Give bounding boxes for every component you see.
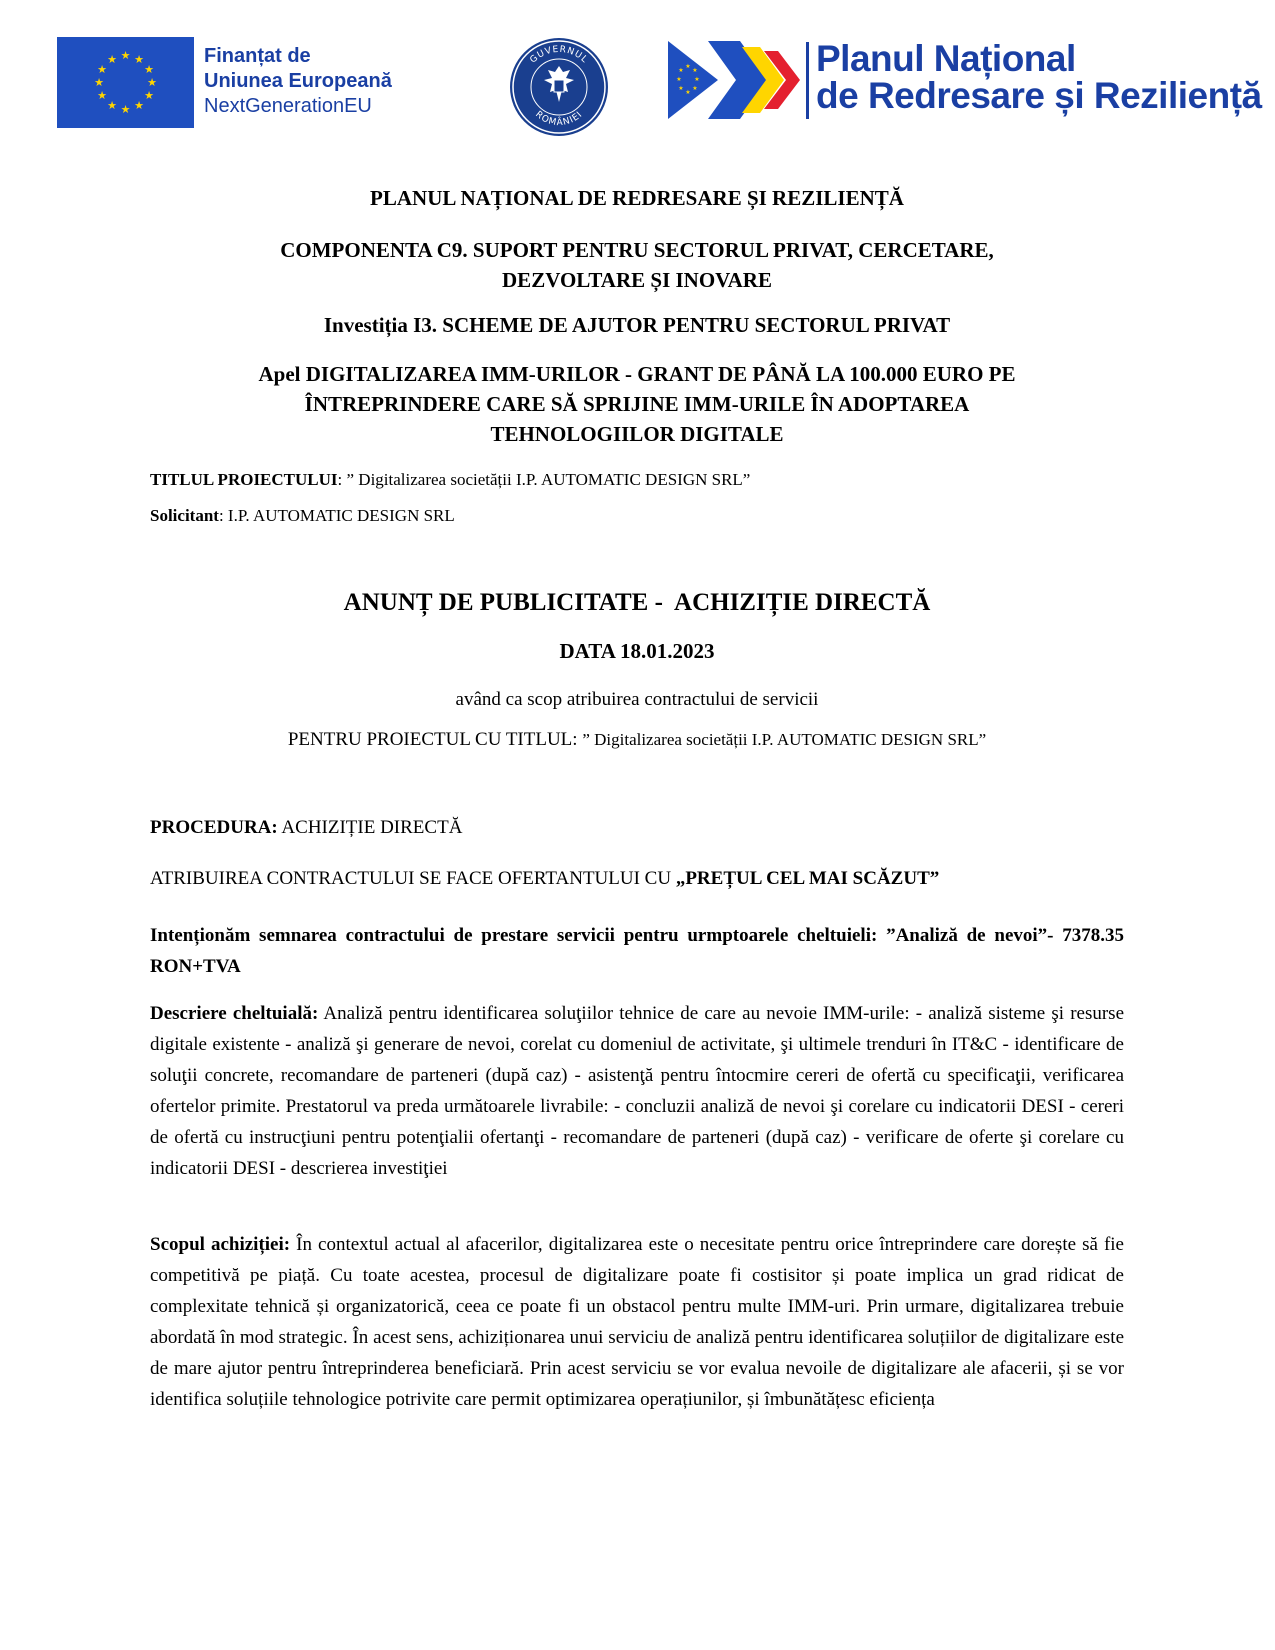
scope-paragraph <box>150 1229 1124 1415</box>
eu-funding-text <box>204 44 392 119</box>
svg-text:★: ★ <box>107 99 117 112</box>
announcement-purpose: având ca scop atribuirea contractului de servicii <box>455 689 819 710</box>
procedure-value: ACHIZIȚIE DIRECTĂ <box>277 817 463 838</box>
svg-text:★: ★ <box>144 63 154 76</box>
svg-text:★: ★ <box>134 99 144 112</box>
svg-text:★: ★ <box>678 67 684 74</box>
svg-text:★: ★ <box>97 89 107 102</box>
call-title <box>150 359 1124 449</box>
svg-text:ROMÂNIEI: ROMÂNIEI <box>533 109 585 129</box>
project-title-value: : ” Digitalizarea societății I.P. AUTOMATIC DESIGN SRL” <box>337 470 751 489</box>
scope-label: Scopul achiziției: <box>150 1234 291 1255</box>
svg-text:★: ★ <box>107 53 117 66</box>
svg-text:★: ★ <box>120 103 131 116</box>
description-text: Analiză pentru identificarea soluţiilor tehnice de care au nevoie IMM-urile: - analiză sisteme şi resurse digitale existente - analiză şi generare de nevoi, corelat cu domeniul de activitate, şi ultimele trenduri în IT&C - identificare de soluţii concrete, recomandare de parteneri (după caz) - asistenţă pentru întocmire cereri de ofertă cu specificaţii, verificarea ofertelor primite. Prestatorul va preda următoarele livrabile: - concluzii analiză de nevoi şi corelare cu indicatorii DESI - cereri de ofertă cu instrucţiuni pentru potenţialii ofertanţi - recomandare de parteneri (după caz) - verificare de oferte şi corelare cu indicatorii DESI - descrierea investiţiei <box>150 1003 1125 1179</box>
header-logos <box>0 0 1275 140</box>
component-title-line1: COMPONENTA C9. SUPORT PENTRU SECTORUL PRIVAT, CERCETARE, <box>280 238 994 262</box>
eu-text-line1: Finanțat de <box>204 45 311 67</box>
announcement-project-title: ” Digitalizarea societății I.P. AUTOMATIC DESIGN SRL” <box>582 730 987 749</box>
eu-text-line3: NextGenerationEU <box>204 95 372 117</box>
svg-text:★: ★ <box>685 63 691 70</box>
pnrr-arrows-icon <box>668 41 804 119</box>
svg-text:★: ★ <box>692 85 698 92</box>
pnrr-text-line2: de Redresare și Reziliență <box>816 75 1262 116</box>
pnrr-text-line1: Planul Național <box>816 38 1076 79</box>
call-title-line1: Apel DIGITALIZAREA IMM-URILOR - GRANT DE PÂNĂ LA 100.000 EURO PE <box>258 362 1016 386</box>
svg-text:★: ★ <box>120 49 131 62</box>
romanian-government-seal-icon <box>508 36 610 138</box>
scope-text: În contextul actual al afacerilor, digitalizarea este o necesitate pentru orice întreprindere care dorește să fie competitivă pe piață. Cu toate acestea, procesul de digitalizare poate fi costisitor și poate implica un grad ridicat de complexitate tehnică și organizatorică, ceea ce poate fi un obstacol pentru multe IMM-uri. Prin urmare, digitalizarea trebuie abordată în mod strategic. În acest sens, achiziționarea unui serviciu de analiză pentru identificarea soluțiilor de digitalizare este de mare ajutor pentru întreprinderea beneficiară. Prin acest serviciu se vor evalua nevoile de digitalizare ale afacerii, și se vor identifica soluțiile tehnologice potrivite care permit optimizarea operațiunilor, și îmbunătățesc eficiența <box>150 1234 1124 1410</box>
announcement-project-prefix: PENTRU PROIECTUL CU TITLUL: <box>287 729 583 750</box>
component-title-line2: DEZVOLTARE ȘI INOVARE <box>502 268 772 292</box>
award-criterion-row <box>150 867 1124 891</box>
svg-text:★: ★ <box>94 76 104 89</box>
eu-flag-icon <box>57 37 194 128</box>
component-title <box>150 235 1124 295</box>
svg-text:★: ★ <box>144 89 154 102</box>
svg-text:★: ★ <box>678 85 684 92</box>
svg-text:★: ★ <box>694 76 700 83</box>
plan-title: PLANUL NAȚIONAL DE REDRESARE ȘI REZILIENȚĂ <box>370 186 904 210</box>
svg-text:★: ★ <box>685 89 691 96</box>
project-title-row <box>150 469 1124 491</box>
procedure-row <box>150 816 1124 840</box>
call-title-line3: TEHNOLOGIILOR DIGITALE <box>490 422 784 446</box>
svg-text:★: ★ <box>147 76 157 89</box>
investment-title: Investiția I3. SCHEME DE AJUTOR PENTRU SECTORUL PRIVAT <box>323 313 951 337</box>
award-prefix: ATRIBUIREA CONTRACTULUI SE FACE OFERTANTULUI CU <box>150 868 676 889</box>
award-criterion: „PREȚUL CEL MAI SCĂZUT” <box>675 868 940 889</box>
announcement-date: DATA 18.01.2023 <box>559 639 715 663</box>
applicant-value: : I.P. AUTOMATIC DESIGN SRL <box>218 506 455 525</box>
svg-text:GUVERNUL: GUVERNUL <box>528 44 590 66</box>
applicant-row <box>150 505 1124 527</box>
description-label: Descriere cheltuială: <box>150 1003 319 1024</box>
svg-text:★: ★ <box>692 67 698 74</box>
announcement-heading: ANUNȚ DE PUBLICITATE - ACHIZIȚIE DIRECTĂ <box>343 589 931 616</box>
intent-paragraph: Intenționăm semnarea contractului de prestare servicii pentru urmptoarele cheltuieli: ”Analiză de nevoi”- 7378.35 RON+TVA <box>150 925 1124 977</box>
eu-text-line2: Uniunea Europeană <box>204 70 392 92</box>
pnrr-logo-text <box>816 40 1262 114</box>
applicant-label: Solicitant <box>150 506 219 525</box>
svg-text:★: ★ <box>134 53 144 66</box>
pnrr-divider <box>806 42 809 119</box>
svg-text:★: ★ <box>97 63 107 76</box>
call-title-line2: ÎNTREPRINDERE CARE SĂ SPRIJINE IMM-URILE ÎN ADOPTAREA <box>304 392 970 416</box>
announcement-project <box>150 728 1124 752</box>
description-paragraph <box>150 998 1124 1184</box>
procedure-label: PROCEDURA: <box>150 817 278 838</box>
svg-text:★: ★ <box>676 76 682 83</box>
project-title-label: TITLUL PROIECTULUI <box>150 470 338 489</box>
